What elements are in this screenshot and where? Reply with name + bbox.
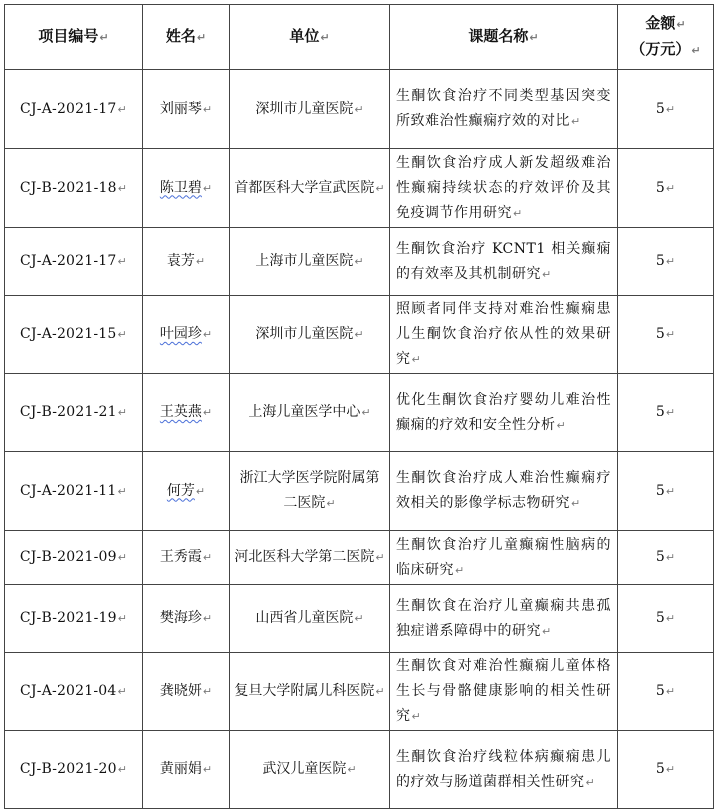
cell-code: CJ-B-2021-18↵	[5, 149, 143, 228]
cell-title: 照顾者同伴支持对难治性癫痫患儿生酮饮食治疗依从性的效果研究↵	[390, 296, 618, 374]
cell-unit: 山西省儿童医院↵	[230, 585, 390, 653]
header-unit: 单位↵	[230, 5, 390, 70]
table-row	[5, 374, 714, 452]
table-row	[5, 653, 714, 731]
cell-code: CJ-A-2021-11↵	[5, 452, 143, 531]
cell-title: 生酮饮食治疗 KCNT1 相关癫痫的有效率及其机制研究↵	[390, 228, 618, 296]
header-row	[5, 5, 714, 70]
header-name: 姓名↵	[143, 5, 230, 70]
header-title: 课题名称↵	[390, 5, 618, 70]
cell-code: CJ-B-2021-21↵	[5, 374, 143, 452]
table-row	[5, 531, 714, 585]
cell-title: 生酮饮食治疗儿童癫痫性脑病的临床研究↵	[390, 531, 618, 585]
cell-code: CJ-B-2021-19↵	[5, 585, 143, 653]
header-amount: 金额↵ （万元）↵	[618, 5, 714, 70]
cell-name: 王秀霞↵	[143, 531, 230, 585]
cell-unit: 复旦大学附属儿科医院↵	[230, 653, 390, 731]
table-row	[5, 585, 714, 653]
cell-unit: 上海市儿童医院↵	[230, 228, 390, 296]
cell-code: CJ-A-2021-17↵	[5, 70, 143, 149]
table-row	[5, 452, 714, 531]
cell-code: CJ-A-2021-15↵	[5, 296, 143, 374]
cell-amount: 5↵	[618, 228, 714, 296]
cell-amount: 5↵	[618, 731, 714, 809]
cell-amount: 5↵	[618, 653, 714, 731]
cell-amount: 5↵	[618, 585, 714, 653]
cell-unit: 深圳市儿童医院↵	[230, 70, 390, 149]
table-row	[5, 731, 714, 809]
cell-title: 生酮饮食治疗不同类型基因突变所致难治性癫痫疗效的对比↵	[390, 70, 618, 149]
cell-name: 何芳↵	[143, 452, 230, 531]
cell-title: 生酮饮食治疗成人新发超级难治性癫痫持续状态的疗效评价及其免疫调节作用研究↵	[390, 149, 618, 228]
cell-name: 刘丽琴↵	[143, 70, 230, 149]
cell-name: 樊海珍↵	[143, 585, 230, 653]
cell-unit: 上海儿童医学中心↵	[230, 374, 390, 452]
cell-unit: 浙江大学医学院附属第二医院↵	[230, 452, 390, 531]
table-row	[5, 296, 714, 374]
header-code: 项目编号↵	[5, 5, 143, 70]
cell-amount: 5↵	[618, 149, 714, 228]
cell-amount: 5↵	[618, 296, 714, 374]
cell-code: CJ-A-2021-17↵	[5, 228, 143, 296]
cell-title: 生酮饮食对难治性癫痫儿童体格生长与骨骼健康影响的相关性研究↵	[390, 653, 618, 731]
table-row	[5, 149, 714, 228]
cell-title: 生酮饮食治疗线粒体病癫痫患儿的疗效与肠道菌群相关性研究↵	[390, 731, 618, 809]
cell-amount: 5↵	[618, 531, 714, 585]
cell-name: 龚晓妍↵	[143, 653, 230, 731]
cell-amount: 5↵	[618, 374, 714, 452]
funding-table	[4, 4, 714, 809]
cell-amount: 5↵	[618, 70, 714, 149]
cell-unit: 武汉儿童医院↵	[230, 731, 390, 809]
cell-unit: 首都医科大学宣武医院↵	[230, 149, 390, 228]
cell-code: CJ-B-2021-09↵	[5, 531, 143, 585]
cell-unit: 河北医科大学第二医院↵	[230, 531, 390, 585]
table-row	[5, 228, 714, 296]
cell-code: CJ-A-2021-04↵	[5, 653, 143, 731]
table-row	[5, 70, 714, 149]
cell-unit: 深圳市儿童医院↵	[230, 296, 390, 374]
cell-name: 王英燕↵	[143, 374, 230, 452]
cell-name: 袁芳↵	[143, 228, 230, 296]
cell-name: 陈卫碧↵	[143, 149, 230, 228]
cell-title: 生酮饮食治疗成人难治性癫痫疗效相关的影像学标志物研究↵	[390, 452, 618, 531]
cell-amount: 5↵	[618, 452, 714, 531]
cell-code: CJ-B-2021-20↵	[5, 731, 143, 809]
cell-title: 生酮饮食在治疗儿童癫痫共患孤独症谱系障碍中的研究↵	[390, 585, 618, 653]
cell-name: 黄丽娟↵	[143, 731, 230, 809]
cell-title: 优化生酮饮食治疗婴幼儿难治性癫痫的疗效和安全性分析↵	[390, 374, 618, 452]
cell-name: 叶园珍↵	[143, 296, 230, 374]
